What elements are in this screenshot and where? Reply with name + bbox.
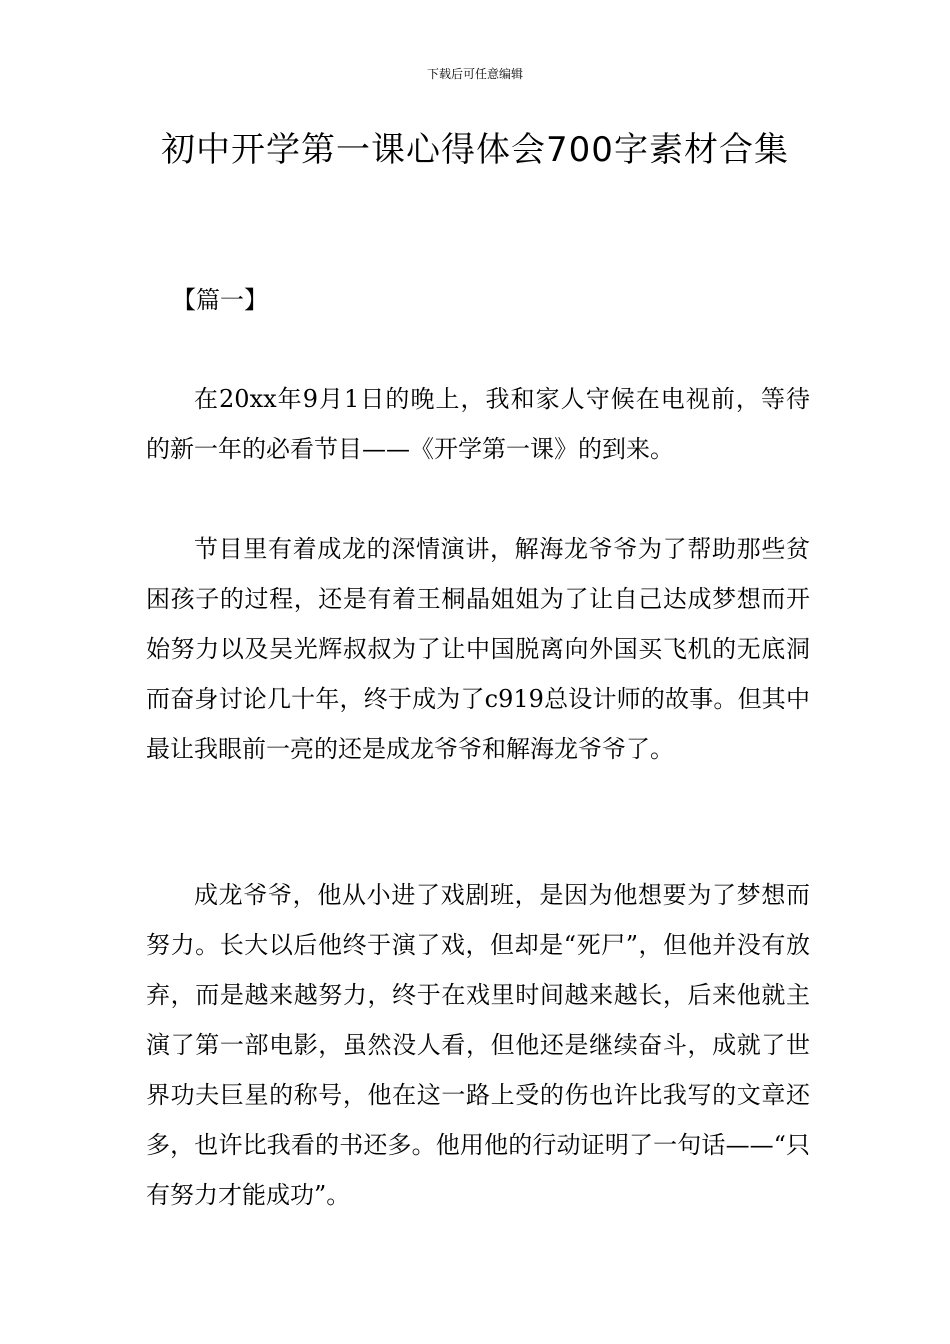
section-label: 【篇一】 <box>172 286 268 314</box>
document-title: 初中开学第一课心得体会700字素材合集 <box>161 130 789 170</box>
paragraph-2: 节目里有着成龙的深情演讲，解海龙爷爷为了帮助那些贫困孩子的过程，还是有着王桐晶姐姐为了让自己达成梦想而开始努力以及吴光辉叔叔为了让中国脱离向外国买飞机的无底洞而奋身讨论几十年，终于成为了c919总设计师的故事。但其中最让我眼前一亮的还是成龙爷爷和解海龙爷爷了。 <box>146 535 810 763</box>
header-note: 下载后可任意编辑 <box>426 67 523 81</box>
paragraph-1: 在20xx年9月1日的晚上，我和家人守候在电视前，等待的新一年的必看节目——《开学第一课》的到来。 <box>146 385 810 463</box>
paragraph-3: 成龙爷爷，他从小进了戏剧班，是因为他想要为了梦想而努力。长大以后他终于演了戏，但却是“死尸”，但他并没有放弃，而是越来越努力，终于在戏里时间越来越长，后来他就主演了第一部电影，虽然没人看，但他还是继续奋斗，成就了世界功夫巨星的称号，他在这一路上受的伤也许比我写的文章还多，也许比我看的书还多。他用他的行动证明了一句话——“只有努力才能成功”。 <box>146 881 810 1209</box>
